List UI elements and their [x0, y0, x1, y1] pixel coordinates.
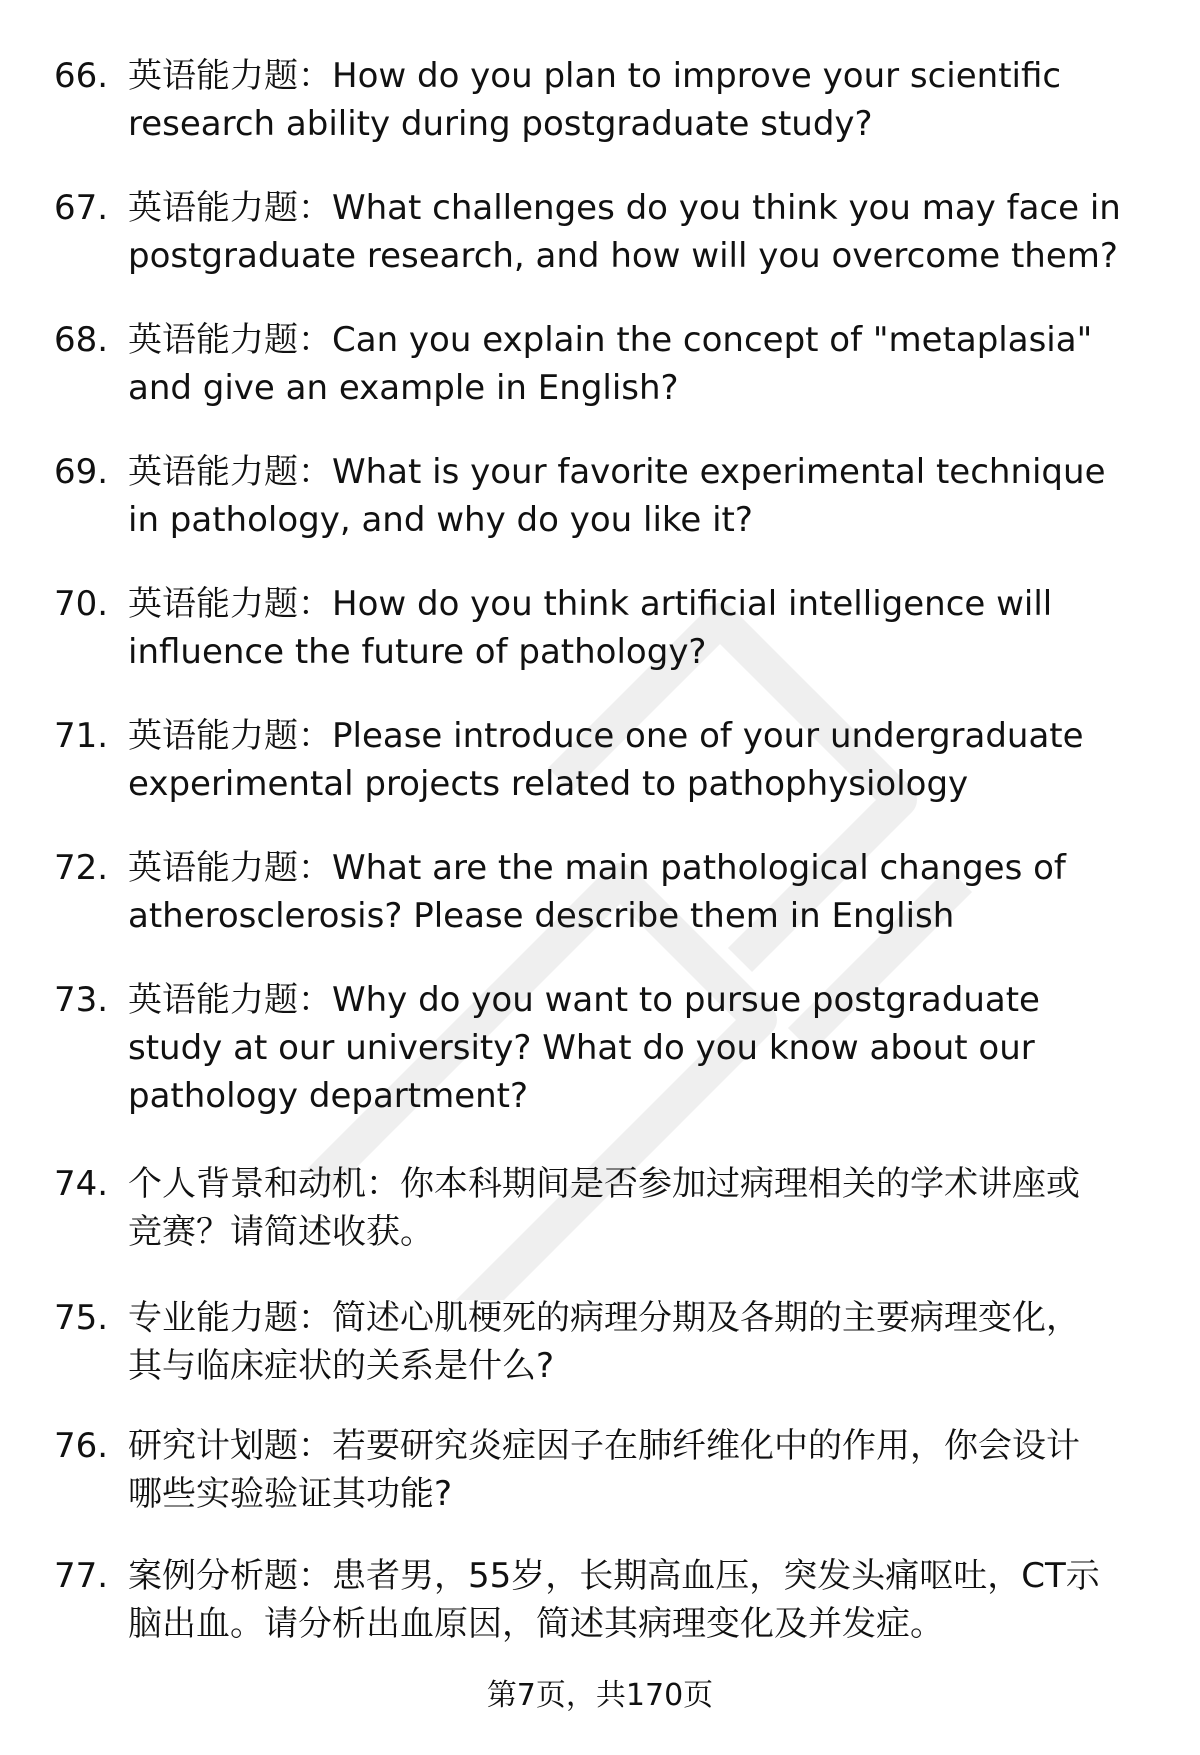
question-number: 66. — [54, 56, 109, 96]
question-line: atherosclerosis? Please describe them in English — [128, 896, 955, 936]
question-line: 英语能力题：Why do you want to pursue postgraduate — [128, 980, 1040, 1020]
question-line: study at our university? What do you know about our — [128, 1028, 1035, 1068]
question-number: 69. — [54, 452, 109, 492]
question-line: research ability during postgraduate study? — [128, 104, 873, 144]
question-line: 英语能力题：What challenges do you think you may face in — [128, 188, 1121, 228]
question-number: 74. — [54, 1164, 109, 1204]
question-line: 其与临床症状的关系是什么? — [128, 1346, 555, 1386]
question-line: 个人背景和动机：你本科期间是否参加过病理相关的学术讲座或 — [128, 1164, 1080, 1204]
question-line: 脑出血。请分析出血原因，简述其病理变化及并发症。 — [128, 1604, 944, 1644]
question-text — [128, 316, 1158, 412]
question-text — [128, 1160, 1158, 1256]
question-line: 研究计划题：若要研究炎症因子在肺纤维化中的作用，你会设计 — [128, 1426, 1080, 1466]
question-line: 英语能力题：What is your favorite experimental technique — [128, 452, 1106, 492]
question-text — [128, 1422, 1158, 1518]
question-line: experimental projects related to pathophysiology — [128, 764, 969, 804]
question-number: 70. — [54, 584, 109, 624]
question-line: 英语能力题：How do you plan to improve your scientific — [128, 56, 1062, 96]
question-text — [128, 1294, 1158, 1390]
question-text — [128, 1552, 1158, 1648]
question-line: 哪些实验验证其功能? — [128, 1474, 453, 1514]
question-line: 案例分析题：患者男，55岁，长期高血压，突发头痛呕吐，CT示 — [128, 1556, 1100, 1596]
question-line: pathology department? — [128, 1076, 529, 1116]
question-line: 专业能力题：简述心肌梗死的病理分期及各期的主要病理变化， — [128, 1298, 1080, 1338]
question-line: 英语能力题：Can you explain the concept of "metaplasia" — [128, 320, 1093, 360]
question-line: in pathology, and why do you like it? — [128, 500, 753, 540]
question-number: 75. — [54, 1298, 109, 1338]
question-text — [128, 580, 1158, 676]
question-number: 68. — [54, 320, 109, 360]
question-line: 竞赛？请简述收获。 — [128, 1212, 434, 1252]
question-number: 67. — [54, 188, 109, 228]
question-text — [128, 52, 1158, 148]
question-line: 英语能力题：How do you think artificial intelligence will — [128, 584, 1053, 624]
question-text — [128, 844, 1158, 940]
question-line: influence the future of pathology? — [128, 632, 707, 672]
question-number: 77. — [54, 1556, 109, 1596]
question-line: 英语能力题：What are the main pathological changes of — [128, 848, 1066, 888]
question-number: 73. — [54, 980, 109, 1020]
question-line: postgraduate research, and how will you overcome them? — [128, 236, 1118, 276]
question-text — [128, 184, 1158, 280]
question-line: and give an example in English? — [128, 368, 679, 408]
question-number: 71. — [54, 716, 109, 756]
question-text — [128, 448, 1158, 544]
page-footer: 第7页，共170页 — [486, 1678, 714, 1713]
question-text — [128, 712, 1158, 808]
question-line: 英语能力题：Please introduce one of your undergraduate — [128, 716, 1084, 756]
question-number: 76. — [54, 1426, 109, 1466]
question-text — [128, 976, 1158, 1120]
question-number: 72. — [54, 848, 109, 888]
